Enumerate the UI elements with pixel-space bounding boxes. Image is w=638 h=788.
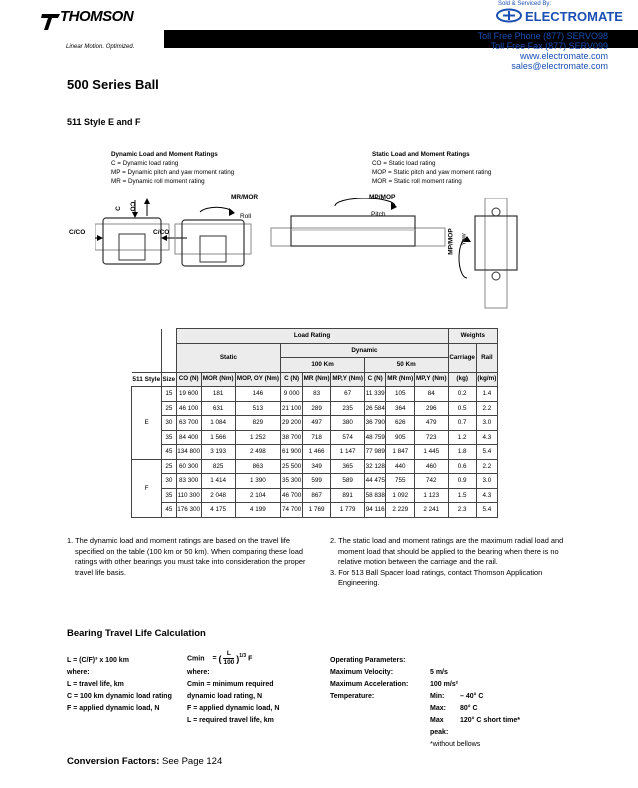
table-cell: 1.2 bbox=[448, 430, 476, 445]
fax-number[interactable]: Toll Free Fax (877) SERV099 bbox=[490, 41, 608, 51]
definition-line: Cmin = minimum required bbox=[187, 681, 274, 688]
table-cell: 60 300 bbox=[176, 459, 201, 474]
table-cell: 1 847 bbox=[386, 445, 415, 460]
table-cell: 61 900 bbox=[281, 445, 303, 460]
table-cell: 863 bbox=[235, 459, 281, 474]
cmin-formula: Cmin = ( $\frac{L}{100}$ )$^{1/3}$ F bbox=[187, 650, 253, 666]
table-cell: 21 100 bbox=[281, 401, 303, 416]
param-cell: 80° C bbox=[460, 705, 478, 712]
table-cell: 905 bbox=[386, 430, 415, 445]
sold-by-label: Sold & Serviced By: bbox=[498, 1, 552, 7]
table-cell: 84 400 bbox=[176, 430, 201, 445]
table-cell: 289 bbox=[302, 401, 331, 416]
km50-header: 50 Km bbox=[364, 358, 448, 373]
table-cell: 829 bbox=[235, 416, 281, 431]
size-cell: 30 bbox=[162, 474, 176, 489]
param-row bbox=[330, 691, 590, 703]
carriage-pitch-figure bbox=[271, 198, 445, 246]
life-line: C = 100 km dynamic load rating bbox=[67, 693, 172, 700]
fraction-denominator: 100 bbox=[223, 659, 235, 666]
table-row bbox=[132, 387, 498, 402]
table-cell: 1 769 bbox=[302, 503, 331, 518]
column-header: C (N) bbox=[281, 372, 303, 387]
table-cell: 631 bbox=[201, 401, 235, 416]
table-cell: 134 800 bbox=[176, 445, 201, 460]
param-row bbox=[330, 679, 590, 691]
conversion-label: Conversion Factors: bbox=[67, 756, 160, 767]
table-cell: 1 445 bbox=[415, 445, 449, 460]
c-co-left-label: C/CO bbox=[69, 229, 86, 236]
column-header: (kg/m) bbox=[476, 372, 497, 387]
table-cell: 755 bbox=[386, 474, 415, 489]
static-legend-line: MOR = Static roll moment rating bbox=[372, 178, 462, 185]
table-cell: 4.3 bbox=[476, 430, 497, 445]
table-cell: 364 bbox=[386, 401, 415, 416]
table-row bbox=[132, 416, 498, 431]
table-cell: 574 bbox=[331, 430, 365, 445]
table-cell: 0.7 bbox=[448, 416, 476, 431]
load-direction-diagram bbox=[95, 198, 555, 318]
param-row bbox=[330, 667, 590, 679]
table-cell: 1 147 bbox=[331, 445, 365, 460]
table-row bbox=[132, 445, 498, 460]
table-cell: 2.2 bbox=[476, 401, 497, 416]
table-cell: 1 092 bbox=[386, 488, 415, 503]
notes-left bbox=[67, 536, 307, 578]
table-cell: 235 bbox=[331, 401, 365, 416]
conversion-page-link[interactable]: See Page 124 bbox=[162, 756, 223, 767]
cmin-symbol: Cmin bbox=[187, 655, 205, 663]
table-cell: 1 566 bbox=[201, 430, 235, 445]
definition-line: dynamic load rating, N bbox=[187, 693, 263, 700]
column-header: (kg) bbox=[448, 372, 476, 387]
table-cell: 63 700 bbox=[176, 416, 201, 431]
table-cell: 5.4 bbox=[476, 503, 497, 518]
param-row bbox=[330, 703, 590, 715]
table-cell: 723 bbox=[415, 430, 449, 445]
table-cell: 3.0 bbox=[476, 416, 497, 431]
table-cell: 4 175 bbox=[201, 503, 235, 518]
table-cell: 46 100 bbox=[176, 401, 201, 416]
size-cell: 15 bbox=[162, 387, 176, 402]
param-cell: – 40° C bbox=[460, 693, 484, 700]
table-cell: 181 bbox=[201, 387, 235, 402]
table-cell: 497 bbox=[302, 416, 331, 431]
param-cell: Temperature: bbox=[330, 693, 375, 700]
load-rating-table bbox=[131, 328, 498, 518]
table-cell: 825 bbox=[201, 459, 235, 474]
pitch-label: Pitch bbox=[371, 211, 386, 218]
formula-exponent: 1/3 bbox=[239, 653, 247, 660]
table-cell: 26 584 bbox=[364, 401, 386, 416]
phone-number[interactable]: Toll Free Phone (877) SERVO98 bbox=[477, 31, 608, 41]
table-row bbox=[132, 430, 498, 445]
table-cell: 0.6 bbox=[448, 459, 476, 474]
size-cell: 25 bbox=[162, 459, 176, 474]
dynamic-header: Dynamic bbox=[281, 343, 448, 358]
table-cell: 5.4 bbox=[476, 445, 497, 460]
column-header: MR (Nm) bbox=[386, 372, 415, 387]
size-cell: 35 bbox=[162, 430, 176, 445]
table-cell: 1.5 bbox=[448, 488, 476, 503]
table-cell: 83 bbox=[302, 387, 331, 402]
table-cell: 77 989 bbox=[364, 445, 386, 460]
distributor-name: ELECTROMATE bbox=[525, 9, 623, 24]
param-row bbox=[330, 715, 590, 739]
table-row bbox=[132, 459, 498, 474]
table-cell: 2 104 bbox=[235, 488, 281, 503]
roll-label: Roll bbox=[240, 213, 252, 220]
section-subtitle: 511 Style E and F bbox=[67, 117, 141, 127]
conversion-footer bbox=[67, 756, 222, 767]
table-cell: 365 bbox=[331, 459, 365, 474]
dynamic-legend-line: MR = Dynamic roll moment rating bbox=[111, 178, 205, 185]
param-cell: Maximum Velocity: bbox=[330, 669, 394, 676]
table-cell: 0.2 bbox=[448, 387, 476, 402]
travel-life-heading: Bearing Travel Life Calculation bbox=[67, 628, 206, 639]
param-cell: Maximum Acceleration: bbox=[330, 681, 409, 688]
table-cell: 58 838 bbox=[364, 488, 386, 503]
table-cell: 349 bbox=[302, 459, 331, 474]
table-cell: 48 759 bbox=[364, 430, 386, 445]
email-link[interactable]: sales@electromate.com bbox=[511, 61, 608, 71]
table-cell: 380 bbox=[331, 416, 365, 431]
size-cell: 25 bbox=[162, 401, 176, 416]
website-link[interactable]: www.electromate.com bbox=[519, 51, 608, 61]
dynamic-legend-heading: Dynamic Load and Moment Ratings bbox=[111, 151, 218, 158]
life-line: where: bbox=[67, 669, 90, 676]
size-cell: 45 bbox=[162, 503, 176, 518]
carriage-yaw-figure bbox=[459, 198, 517, 308]
table-cell: 2.2 bbox=[476, 459, 497, 474]
weights-header: Weights bbox=[448, 329, 497, 344]
size-cell: 35 bbox=[162, 488, 176, 503]
note-2: 2. The static load and moment ratings are the maximum radial load and moment load that should be applied to the bearing when there is no relative motion between the carriage and the rail. bbox=[330, 536, 564, 566]
column-header: MR (Nm) bbox=[302, 372, 331, 387]
notes-right bbox=[330, 536, 570, 589]
table-cell: 440 bbox=[386, 459, 415, 474]
style-header bbox=[132, 329, 162, 373]
table-cell: 46 700 bbox=[281, 488, 303, 503]
table-cell: 2 241 bbox=[415, 503, 449, 518]
column-header: CO (N) bbox=[176, 372, 201, 387]
style-label: 511 Style bbox=[132, 372, 162, 387]
table-cell: 3 193 bbox=[201, 445, 235, 460]
table-cell: 460 bbox=[415, 459, 449, 474]
table-cell: 84 bbox=[415, 387, 449, 402]
carriage-load-figure bbox=[95, 198, 187, 264]
table-cell: 94 116 bbox=[364, 503, 386, 518]
pitch-moment-label: MP/MOP bbox=[369, 194, 396, 201]
table-cell: 176 300 bbox=[176, 503, 201, 518]
table-cell: 2 498 bbox=[235, 445, 281, 460]
param-cell: 120° C short time* bbox=[460, 717, 520, 724]
table-cell: 599 bbox=[302, 474, 331, 489]
fraction-numerator: L bbox=[223, 650, 234, 659]
param-cell: Max: bbox=[430, 705, 446, 712]
table-cell: 1.8 bbox=[448, 445, 476, 460]
operating-parameters bbox=[330, 655, 590, 751]
table-cell: 44 475 bbox=[364, 474, 386, 489]
electromate-logo-icon bbox=[495, 8, 525, 23]
table-cell: 867 bbox=[302, 488, 331, 503]
params-heading: Operating Parameters: bbox=[330, 657, 406, 664]
size-cell: 30 bbox=[162, 416, 176, 431]
table-row bbox=[132, 401, 498, 416]
table-cell: 4.3 bbox=[476, 488, 497, 503]
table-cell: 589 bbox=[331, 474, 365, 489]
definition-line: L = required travel life, km bbox=[187, 717, 274, 724]
table-cell: 29 200 bbox=[281, 416, 303, 431]
carriage-header: Carriage bbox=[448, 343, 476, 372]
param-cell bbox=[330, 715, 430, 739]
size-cell: 45 bbox=[162, 445, 176, 460]
size-label: Size bbox=[162, 372, 176, 387]
table-row bbox=[132, 474, 498, 489]
table-cell: 35 300 bbox=[281, 474, 303, 489]
c-arrow-label: C bbox=[114, 206, 122, 211]
table-cell: 742 bbox=[415, 474, 449, 489]
note-3: 3. For 513 Ball Spacer load ratings, contact Thomson Application Engineering. bbox=[330, 567, 543, 587]
column-header: MP,Y (Nm) bbox=[331, 372, 365, 387]
brand-name: THOMSON bbox=[60, 8, 134, 25]
dynamic-legend-line: C = Dynamic load rating bbox=[111, 160, 179, 167]
table-cell: 19 600 bbox=[176, 387, 201, 402]
life-line: F = applied dynamic load, N bbox=[67, 705, 160, 712]
load-rating-header: Load Rating bbox=[176, 329, 448, 344]
km100-header: 100 Km bbox=[281, 358, 365, 373]
rail-header: Rail bbox=[476, 343, 497, 372]
param-cell: 100 m/s² bbox=[430, 681, 459, 688]
definition-line: where: bbox=[187, 669, 210, 676]
roll-moment-label: MR/MOR bbox=[231, 194, 259, 201]
table-cell: 36 790 bbox=[364, 416, 386, 431]
table-cell: 74 700 bbox=[281, 503, 303, 518]
table-cell: 1 390 bbox=[235, 474, 281, 489]
table-cell: 2.3 bbox=[448, 503, 476, 518]
note-1: 1. The dynamic load and moment ratings are based on the travel life specified on the table (100 km or 50 km). When comparing these load ratings with other bearings you must take into consideration the proper travel life basis. bbox=[67, 536, 306, 577]
table-cell: 25 500 bbox=[281, 459, 303, 474]
table-cell: 110 300 bbox=[176, 488, 201, 503]
table-cell: 3.0 bbox=[476, 474, 497, 489]
table-cell: 67 bbox=[331, 387, 365, 402]
table-cell: 1 084 bbox=[201, 416, 235, 431]
table-cell: 1.4 bbox=[476, 387, 497, 402]
table-cell: 0.5 bbox=[448, 401, 476, 416]
thomson-emblem-icon bbox=[40, 10, 62, 32]
table-cell: 626 bbox=[386, 416, 415, 431]
param-cell: Max peak: bbox=[430, 717, 449, 736]
brand-tagline: Linear Motion. Optimized. bbox=[66, 44, 135, 50]
yaw-moment-label: MP/MOP bbox=[447, 228, 455, 255]
static-header: Static bbox=[176, 343, 281, 372]
life-line: L = (C/F)³ x 100 km bbox=[67, 657, 129, 664]
style-cell: F bbox=[132, 459, 162, 517]
table-row bbox=[132, 488, 498, 503]
life-definitions-column bbox=[187, 667, 327, 727]
static-legend bbox=[372, 150, 491, 186]
table-cell: 891 bbox=[331, 488, 365, 503]
definition-line: F = applied dynamic load, N bbox=[187, 705, 280, 712]
table-cell: 9 000 bbox=[281, 387, 303, 402]
static-legend-line: CO = Static load rating bbox=[372, 160, 436, 167]
bellows-note: *without bellows bbox=[430, 741, 481, 748]
co-arrow-label: CO bbox=[128, 201, 136, 212]
life-formula-column bbox=[67, 655, 187, 715]
formula-f: F bbox=[248, 655, 253, 663]
table-cell: 1 252 bbox=[235, 430, 281, 445]
param-cell: 5 m/s bbox=[430, 669, 448, 676]
style-cell: E bbox=[132, 387, 162, 460]
table-cell: 513 bbox=[235, 401, 281, 416]
table-cell: 146 bbox=[235, 387, 281, 402]
table-cell: 296 bbox=[415, 401, 449, 416]
table-cell: 2 229 bbox=[386, 503, 415, 518]
table-cell: 83 300 bbox=[176, 474, 201, 489]
table-cell: 1 779 bbox=[331, 503, 365, 518]
table-cell: 718 bbox=[302, 430, 331, 445]
c-co-right-label: C/CO bbox=[153, 229, 170, 236]
column-header: C (N) bbox=[364, 372, 386, 387]
static-legend-heading: Static Load and Moment Ratings bbox=[372, 151, 470, 158]
param-cell: Min: bbox=[430, 693, 445, 700]
static-legend-line: MOP = Static pitch and yaw moment rating bbox=[372, 169, 492, 176]
table-cell: 4 199 bbox=[235, 503, 281, 518]
column-header: MOR (Nm) bbox=[201, 372, 235, 387]
table-cell: 1 466 bbox=[302, 445, 331, 460]
yaw-label: Yaw bbox=[460, 233, 468, 246]
column-header: MP,Y (Nm) bbox=[415, 372, 449, 387]
dynamic-legend bbox=[111, 150, 234, 186]
table-cell: 2 048 bbox=[201, 488, 235, 503]
table-cell: 1 123 bbox=[415, 488, 449, 503]
dynamic-legend-line: MP = Dynamic pitch and yaw moment rating bbox=[111, 169, 235, 176]
param-cell bbox=[330, 703, 430, 715]
table-cell: 479 bbox=[415, 416, 449, 431]
column-header: MOP, OY (Nm) bbox=[235, 372, 281, 387]
table-cell: 32 128 bbox=[364, 459, 386, 474]
table-cell: 1 414 bbox=[201, 474, 235, 489]
table-cell: 38 700 bbox=[281, 430, 303, 445]
table-cell: 105 bbox=[386, 387, 415, 402]
size-header-top bbox=[162, 329, 176, 373]
table-cell: 11 339 bbox=[364, 387, 386, 402]
page-title: 500 Series Ball bbox=[67, 77, 159, 92]
life-line: L = travel life, km bbox=[67, 681, 124, 688]
table-cell: 0.9 bbox=[448, 474, 476, 489]
table-row bbox=[132, 503, 498, 518]
